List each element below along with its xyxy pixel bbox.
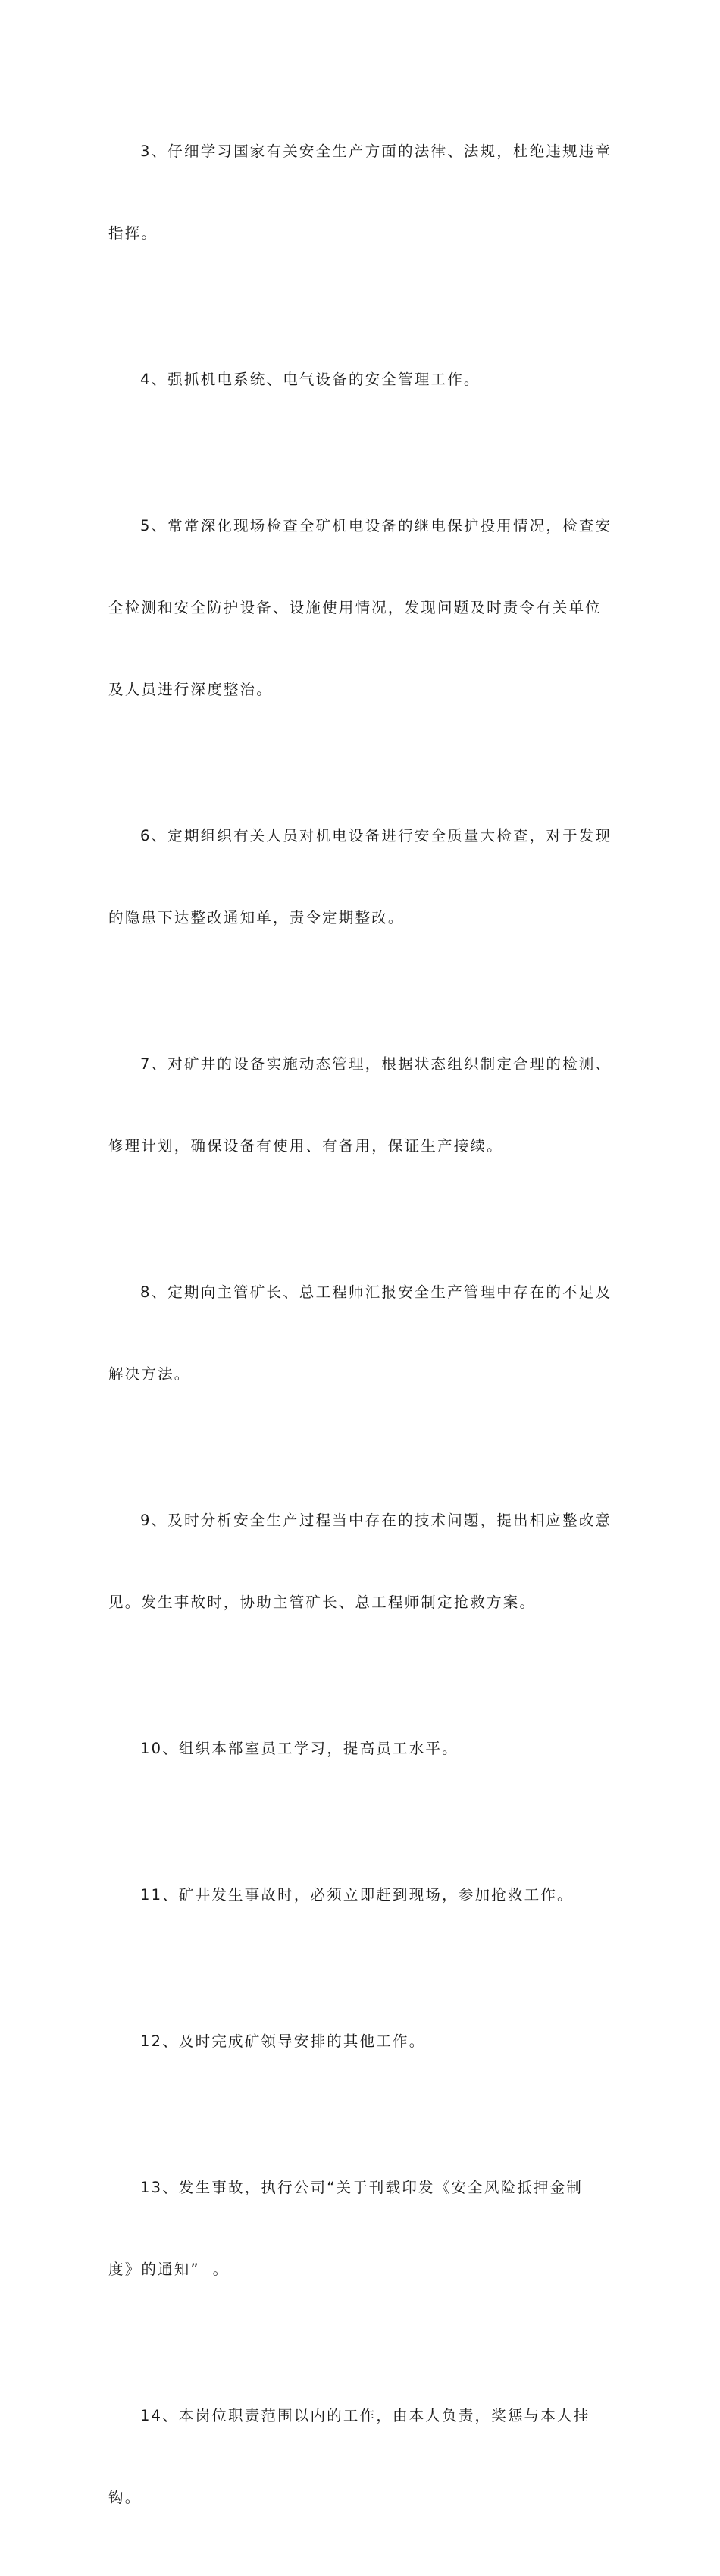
paragraph-line: 修理计划，确保设备有使用、有备用，保证生产接续。 [108,1137,503,1155]
paragraph-line: 12、及时完成矿领导安排的其他工作。 [140,2032,426,2050]
paragraph-item-13 [108,2120,616,2338]
paragraph-line: 11、矿井发生事故时，必须立即赶到现场，参加抢救工作。 [140,1886,574,1904]
document-body [108,83,616,2576]
paragraph-item-6 [108,768,616,986]
paragraph-line: 全检测和安全防护设备、设施使用情况，发现问题及时责令有关单位 [108,599,603,616]
paragraph-item-11 [108,1827,616,1963]
paragraph-line: 9、及时分析安全生产过程当中存在的技术问题，提出相应整改意 [140,1512,612,1529]
paragraph-line: 钩。 [108,2489,142,2506]
paragraph-item-7 [108,996,616,1214]
paragraph-line: 5、常常深化现场检查全矿机电设备的继电保护投用情况，检查安 [140,517,612,534]
paragraph-line: 及人员进行深度整治。 [108,681,274,698]
paragraph-line: 4、强抓机电系统、电气设备的安全管理工作。 [140,371,481,388]
paragraph-line: 解决方法。 [108,1365,191,1383]
paragraph-item-3 [108,83,616,302]
paragraph-item-12 [108,1973,616,2110]
paragraph-item-8 [108,1224,616,1443]
paragraph-item-5 [108,458,616,758]
paragraph-line: 见。发生事故时，协助主管矿长、总工程师制定抢救方案。 [108,1594,537,1611]
paragraph-line: 的隐患下达整改通知单，责令定期整改。 [108,909,405,926]
paragraph-line: 度》的通知” 。 [108,2261,230,2278]
paragraph-item-9 [108,1453,616,1671]
paragraph-line: 14、本岗位职责范围以内的工作，由本人负责，奖惩与本人挂 [140,2407,590,2424]
paragraph-line: 3、仔细学习国家有关安全生产方面的法律、法规，杜绝违规违章 [140,143,612,160]
paragraph-line: 6、定期组织有关人员对机电设备进行安全质量大检查，对于发现 [140,827,612,845]
paragraph-line: 10、组织本部室员工学习，提高员工水平。 [140,1740,459,1757]
paragraph-line: 指挥。 [108,224,158,242]
paragraph-line: 13、发生事故，执行公司“关于刊载印发《安全风险抵押金制 [140,2179,584,2196]
paragraph-line: 8、定期向主管矿长、总工程师汇报安全生产管理中存在的不足及 [140,1283,612,1301]
paragraph-line: 7、对矿井的设备实施动态管理，根据状态组织制定合理的检测、 [140,1055,612,1073]
paragraph-item-14 [108,2348,616,2566]
paragraph-item-4 [108,312,616,448]
paragraph-item-10 [108,1681,616,1817]
